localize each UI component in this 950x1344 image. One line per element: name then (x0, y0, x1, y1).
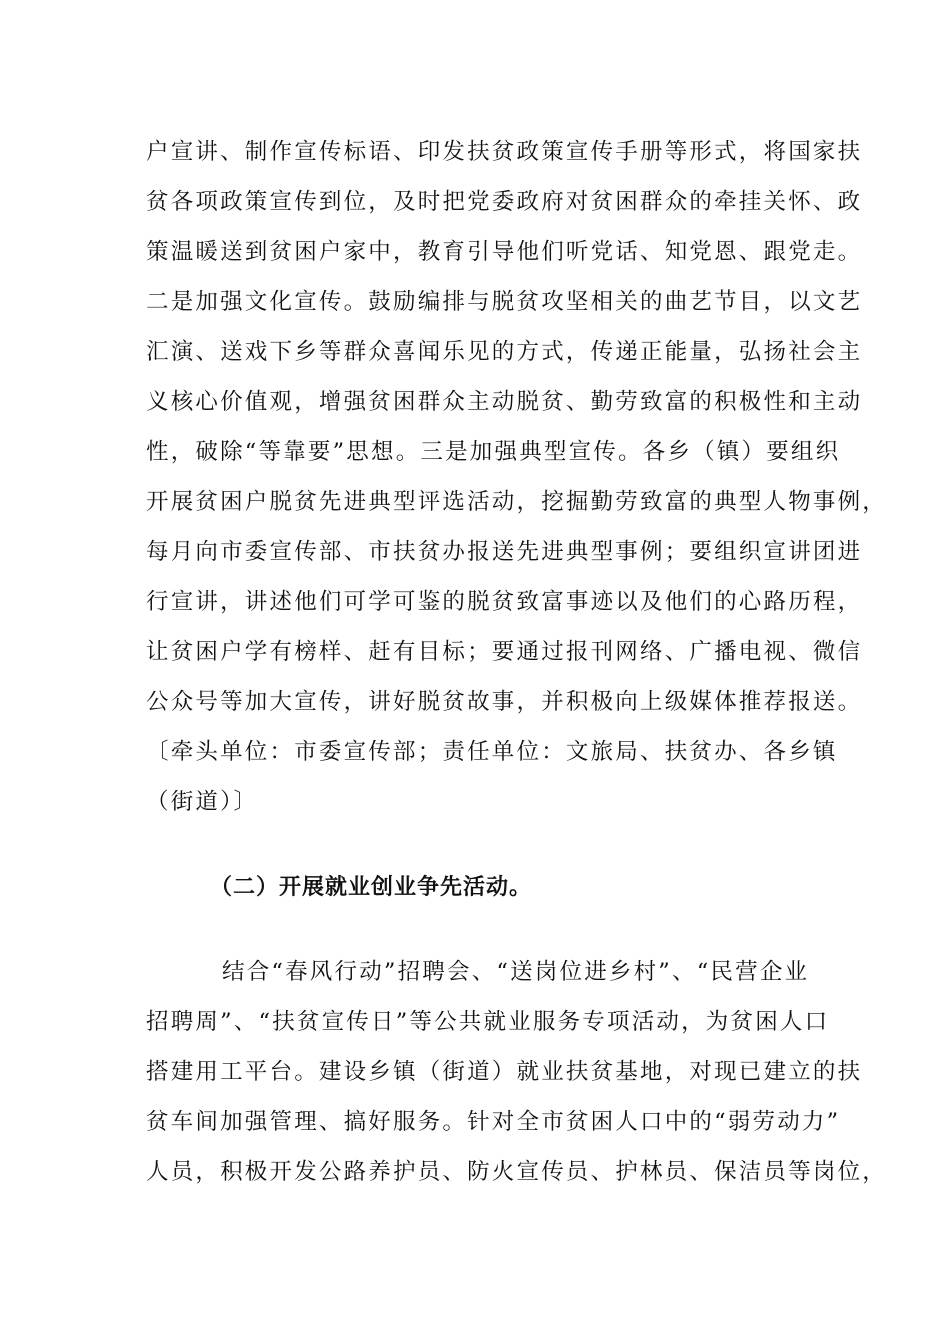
paragraph-line: 〔牵头单位：市委宣传部；责任单位：文旅局、扶贫办、各乡镇 (146, 739, 838, 765)
paragraph-line: （街道）〕 (146, 789, 259, 815)
paragraph-line: 策温暖送到贫困户家中，教育引导他们听党话、知党恩、跟党走。 (146, 239, 863, 265)
paragraph-line: 汇演、送戏下乡等群众喜闻乐见的方式，传递正能量，弘扬社会主 (146, 339, 863, 365)
paragraph-line: 性，破除“等靠要”思想。三是加强典型宣传。各乡（镇）要组织 (146, 439, 841, 465)
paragraph-line: 行宣讲，讲述他们可学可鉴的脱贫致富事迹以及他们的心路历程， (146, 589, 863, 615)
paragraph-line: 开展贫困户脱贫先进典型评选活动，挖掘勤劳致富的典型人物事例， (146, 489, 888, 515)
section-heading: （二）开展就业创业争先活动。 (210, 874, 533, 900)
paragraph-line: 搭建用工平台。建设乡镇（街道）就业扶贫基地，对现已建立的扶 (146, 1059, 863, 1085)
paragraph-line: 结合“春风行动”招聘会、“送岗位进乡村”、“民营企业 (222, 959, 810, 985)
paragraph-line: 贫各项政策宣传到位，及时把党委政府对贫困群众的牵挂关怀、政 (146, 189, 863, 215)
paragraph-line: 招聘周”、“扶贫宣传日”等公共就业服务专项活动，为贫困人口 (146, 1009, 830, 1035)
paragraph-line: 贫车间加强管理、搞好服务。针对全市贫困人口中的“弱劳动力” (146, 1109, 841, 1135)
paragraph-line: 户宣讲、制作宣传标语、印发扶贫政策宣传手册等形式，将国家扶 (146, 139, 863, 165)
paragraph-line: 二是加强文化宣传。鼓励编排与脱贫攻坚相关的曲艺节目，以文艺 (146, 289, 863, 315)
paragraph-line: 人员，积极开发公路养护员、防火宣传员、护林员、保洁员等岗位， (146, 1159, 888, 1185)
paragraph-line: 义核心价值观，增强贫困群众主动脱贫、勤劳致富的积极性和主动 (146, 389, 863, 415)
paragraph-line: 每月向市委宣传部、市扶贫办报送先进典型事例；要组织宣讲团进 (146, 539, 863, 565)
paragraph-line: 让贫困户学有榜样、赶有目标；要通过报刊网络、广播电视、微信 (146, 639, 863, 665)
paragraph-line: 公众号等加大宣传，讲好脱贫故事，并积极向上级媒体推荐报送。 (146, 689, 863, 715)
